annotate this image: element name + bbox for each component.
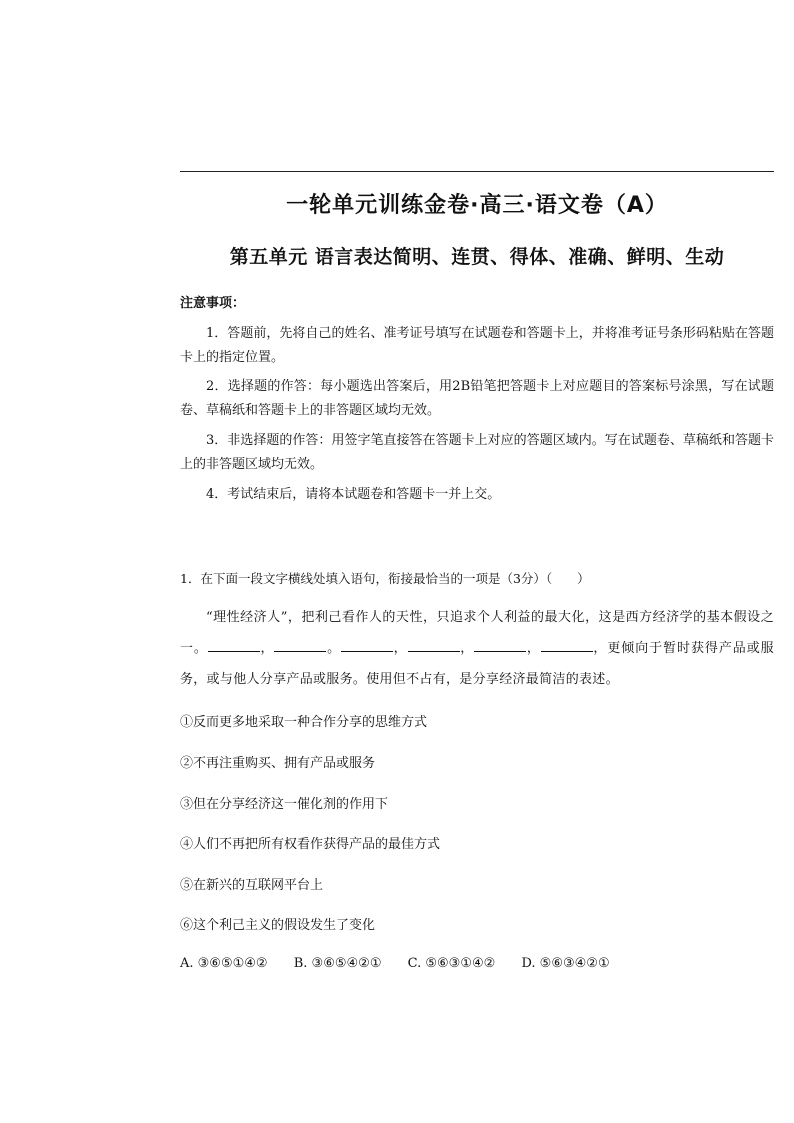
passage-separator: ，	[393, 641, 408, 656]
answer-blank	[341, 639, 393, 652]
question-stem: 1．在下面一段文字横线处填入语句，衔接最恰当的一项是（3分）（ ）	[180, 571, 590, 586]
notice-item-2: 2．选择题的作答：每小题选出答案后，用2B铅笔把答题卡上对应题目的答案标号涂黑，写在试题卷、草稿纸和答题卡上的非答题区域均无效。	[180, 379, 774, 418]
option-1: ①反而更多地采取一种合作分享的思维方式	[180, 715, 428, 730]
choice-c: C. ⑤⑥③①④②	[407, 956, 496, 971]
answer-blank	[408, 639, 460, 652]
notice-heading: 注意事项：	[180, 296, 246, 311]
notice-item-4: 4．考试结束后，请将本试题卷和答题卡一并上交。	[206, 487, 501, 502]
header-rule	[180, 171, 774, 172]
answer-blank	[208, 639, 260, 652]
choice-d: D. ⑤⑥③④②①	[521, 956, 610, 971]
unit-title: 第五单元 语言表达简明、连贯、得体、准确、鲜明、生动	[229, 246, 725, 268]
question-passage	[180, 602, 774, 695]
answer-blank	[474, 639, 526, 652]
option-3: ③但在分享经济这一催化剂的作用下	[180, 797, 389, 812]
paper-title: 一轮单元训练金卷·高三·语文卷（A）	[286, 193, 668, 218]
option-4: ④人们不再把所有权看作获得产品的最佳方式	[180, 837, 441, 852]
choice-a: A. ③⑥⑤①④②	[180, 956, 268, 971]
option-6: ⑥这个利己主义的假设发生了变化	[180, 918, 376, 933]
passage-separator: 。	[326, 641, 342, 656]
option-2: ②不再注重购买、拥有产品或服务	[180, 756, 376, 771]
passage-separator: ，	[459, 641, 475, 656]
answer-blank	[541, 639, 593, 652]
passage-separator: ，	[259, 641, 275, 656]
passage-part-a: “理性经济人”，把利己看作人的天性，只追求个人利益的最大化，这是西方经济学的基本假设之一。	[180, 610, 774, 656]
choice-b: B. ③⑥⑤④②①	[293, 956, 382, 971]
answer-blank	[274, 639, 326, 652]
passage-part-b: ，更倾向于暂时获得产品或服务，或与他人分享产品或服务。使用但不占有，是分享经济最简洁的表述。	[180, 641, 774, 687]
passage-separator: ，	[526, 641, 541, 656]
option-5: ⑤在新兴的互联网平台上	[180, 878, 324, 893]
notice-item-1: 1．答题前，先将自己的姓名、准考证号填写在试题卷和答题卡上，并将准考证号条形码粘贴在答题卡上的指定位置。	[180, 326, 774, 365]
answer-choices	[180, 956, 632, 971]
notice-item-3: 3．非选择题的作答：用签字笔直接答在答题卡上对应的答题区域内。写在试题卷、草稿纸和答题卡上的非答题区域均无效。	[180, 433, 774, 472]
